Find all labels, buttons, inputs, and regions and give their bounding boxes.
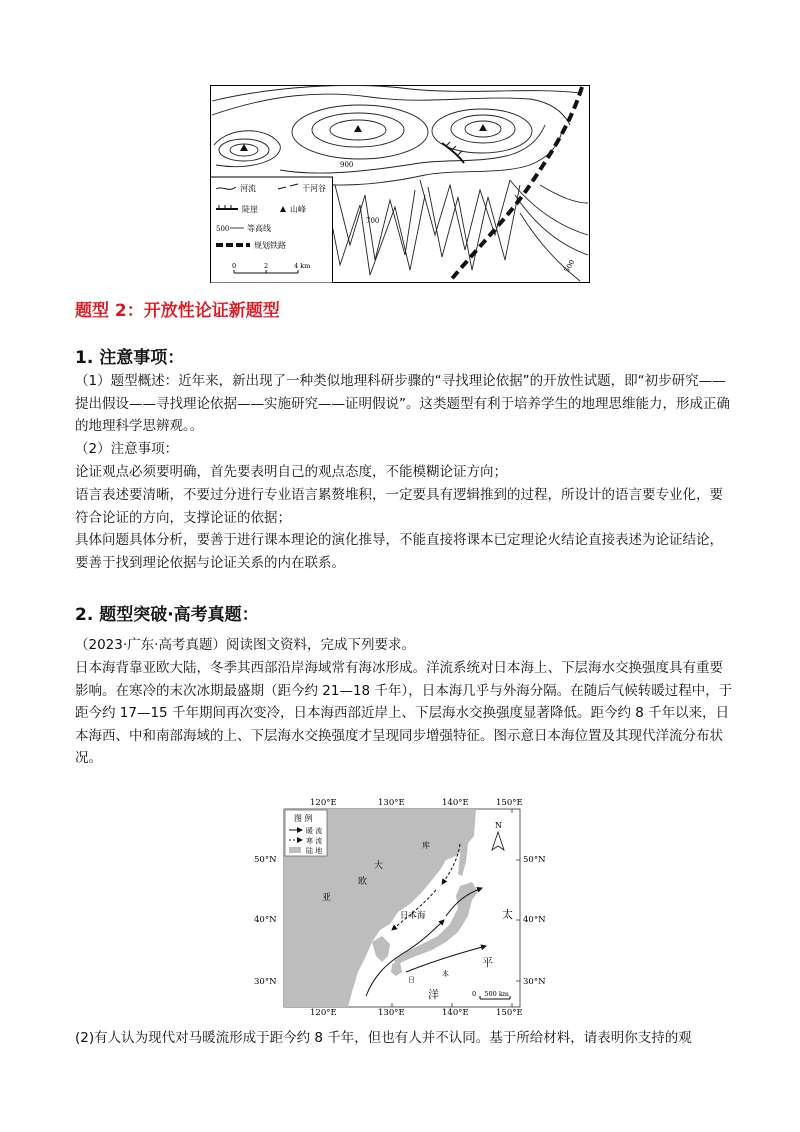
- place-char: 太: [502, 908, 513, 921]
- place-char: 本: [442, 970, 449, 978]
- lat-label: 40°N: [254, 915, 277, 925]
- scale-4km: 4 km: [294, 262, 311, 270]
- legend-cliff: 陡崖: [242, 205, 258, 214]
- legend-warm: 暖 流: [306, 827, 323, 835]
- lon-label: 130°E: [378, 798, 405, 808]
- part1-note-3: 具体问题具体分析，要善于进行课本理论的演化推导，不能直接将课本已定理论火结论直接表述为论证结论，要善于找到理论依据与论证关系的内在联系。: [75, 532, 723, 571]
- legend-cold: 寒 流: [306, 837, 323, 845]
- part1-heading: 1. 注意事项：: [75, 348, 185, 368]
- question-source: （2023·广东·高考真题）阅读图文资料，完成下列要求。: [75, 637, 415, 653]
- lon-label: 120°E: [310, 1008, 337, 1016]
- section-title: 题型 2：开放性论证新题型: [75, 301, 280, 321]
- part1-note-1: 论证观点必须要明确，首先要表明自己的观点态度，不能模糊论证方向；: [75, 464, 507, 480]
- lat-label: 30°N: [523, 977, 546, 987]
- contour-label: 700: [366, 217, 380, 225]
- question-material: 日本海背靠亚欧大陆，冬季其西部沿岸海域常有海冰形成。洋流系统对日本海上、下层海水交换强度具有重要影响。在寒冷的末次冰期最盛期（距今约 21—18 千年），日本海几乎与外海分隔。在随后气候转暖过程中，于距今约 17—15 千年期间再次变冷，日本海西部近岸上、下层海水交换强度显著降低。距今约 8 千年以来，日本海西、中和南部海域的上、下层海水交换强度才呈现同步增强特征。图示意日本海位置及其现代洋流分布状况。: [75, 660, 733, 766]
- place-char: 大: [374, 861, 384, 871]
- scale-2: 2: [264, 262, 269, 270]
- place-char: 日: [408, 976, 415, 984]
- japan-sea-map: [246, 796, 556, 1016]
- lat-label: 30°N: [254, 977, 277, 987]
- topo-legend: [211, 177, 333, 283]
- legend-land: 陆 地: [306, 847, 323, 855]
- lon-label: 130°E: [378, 1008, 405, 1016]
- legend-peak: 山峰: [290, 205, 306, 214]
- place-char: 平: [482, 956, 493, 969]
- part1-notes-label: （2）注意事项：: [75, 441, 179, 457]
- lon-label: 140°E: [442, 798, 469, 808]
- scale-label: 0 500 km: [472, 990, 509, 998]
- part1-note-2: 语言表述要清晰，不要过分进行专业语言累赘堆积，一定要具有逻辑推到的过程，所设计的语言要专业化，要符合论证的方向，支撑论证的依据；: [75, 487, 723, 526]
- lon-label: 140°E: [442, 1008, 469, 1016]
- lon-label: 120°E: [310, 798, 337, 808]
- place-char: 欧: [358, 877, 368, 887]
- lon-label: 150°E: [496, 1008, 523, 1016]
- part1-overview: （1）题型概述：近年来，新出现了一种类似地理科研步骤的“寻找理论依据”的开放性试题，即“初步研究——提出假设——寻找理论依据——实施研究——证明假说”。这类题型有利于培养学生的地理思维能力，形成正确的地理科学思辨观。。: [75, 373, 730, 434]
- lon-label: 150°E: [496, 798, 523, 808]
- part2-heading: 2. 题型突破·高考真题：: [75, 605, 259, 625]
- place-char: 洋: [428, 988, 439, 1001]
- place-char: 库: [422, 841, 430, 850]
- legend-contour: 等高线: [247, 224, 271, 233]
- place-char: 亚: [322, 893, 332, 903]
- sea-label: 日本海: [400, 911, 426, 921]
- legend-railway: 规划铁路: [254, 241, 286, 250]
- topographic-map: [210, 85, 590, 283]
- legend-title: 图 例: [294, 814, 313, 823]
- legend-contour-value: 500: [216, 225, 230, 233]
- question-2: (2)有人认为现代对马暖流形成于距今约 8 千年，但也有人并不认同。基于所给材料，请表明你支持的观: [75, 1030, 692, 1046]
- lat-label: 40°N: [523, 915, 546, 925]
- north-label: N: [495, 821, 502, 830]
- lat-label: 50°N: [523, 855, 546, 865]
- scale-0: 0: [232, 262, 237, 270]
- contour-label: 900: [340, 161, 354, 169]
- contour-label: 500: [562, 258, 577, 274]
- legend-river: 河流: [240, 184, 256, 193]
- legend-dry-river: 干河谷: [302, 184, 326, 193]
- lat-label: 50°N: [254, 855, 277, 865]
- sea-map-legend: [285, 810, 327, 856]
